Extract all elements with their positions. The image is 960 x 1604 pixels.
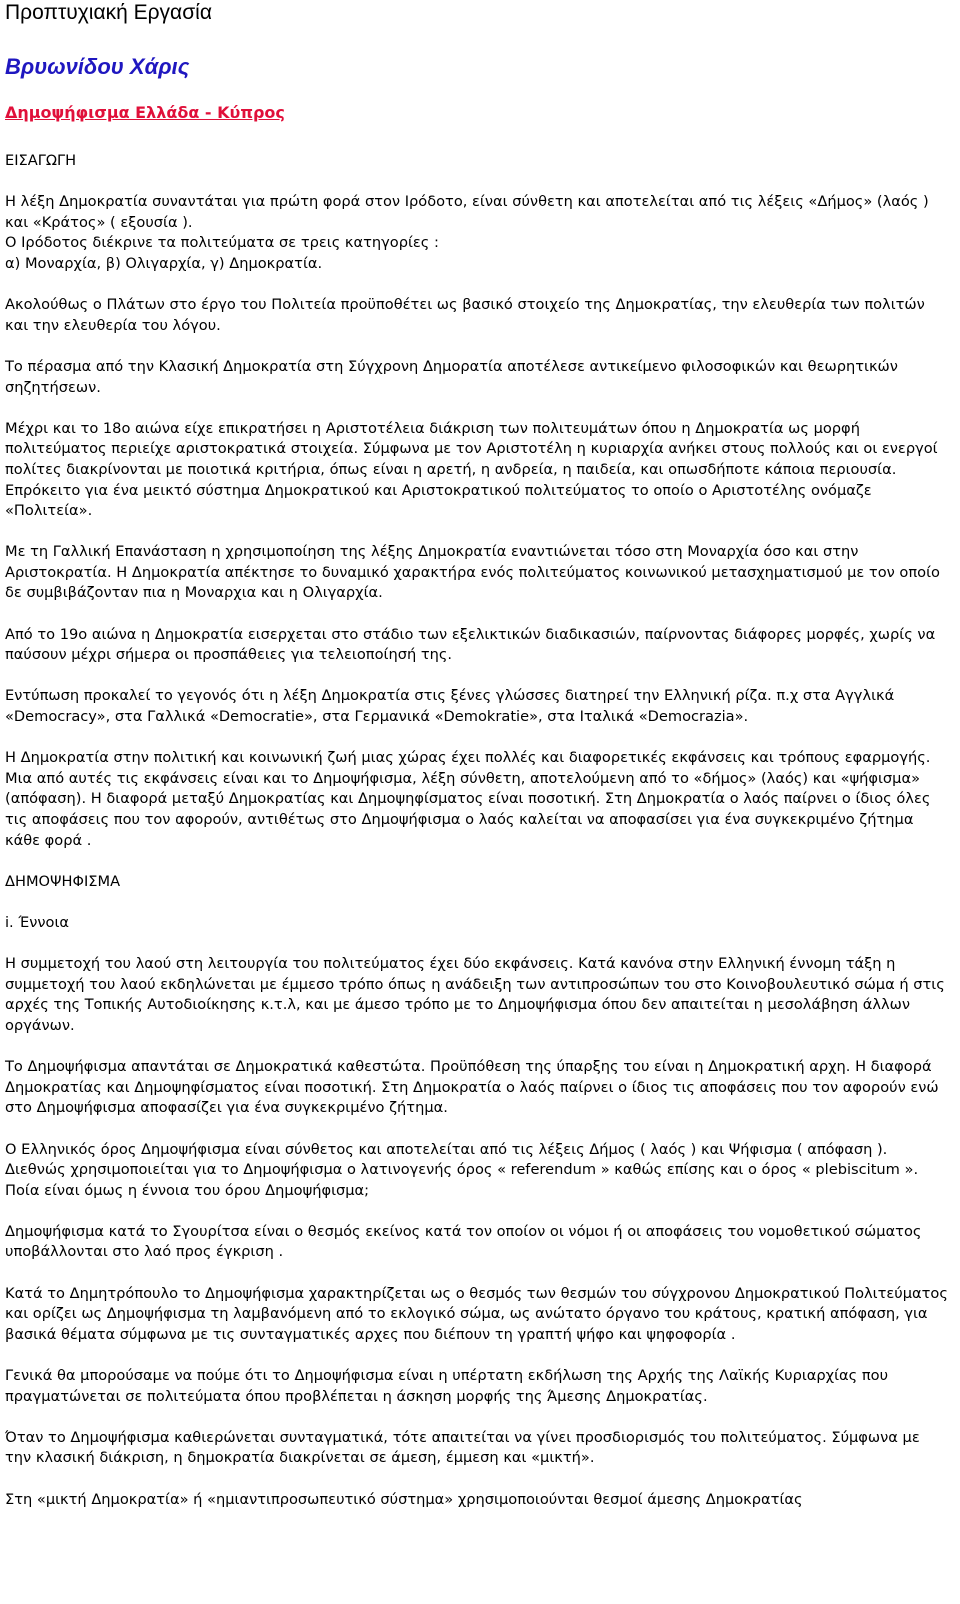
paragraph: Εντύπωση προκαλεί το γεγονός ότι η λέξη Δημοκρατία στις ξένες γλώσσες διατηρεί την Ελληνική ρίζα. π.χ στα Αγγλικά «Democracy», στα Γαλλικά «Democratie», στα Γερμανικά «Demokratie», στα Ιταλικά «Democrazia». xyxy=(5,687,895,726)
paragraph: Κατά το Δημητρόπουλο το Δημοψήφισμα χαρακτηρίζεται ως ο θεσμός των θεσμών του σύγχρονου Δημοκρατικού Πολιτεύματος και ορίζει ως Δημοψήφισμα τη λαμβανόμενη από το εκλογικό σώμα, ως ανώτατο όργανο του κράτους, κρατική απόφαση, για βασικά θέματα σύμφωνα με τις συνταγματικές αρχες που διέπουν τη γραπτή ψήφο και ψηφοφορία . xyxy=(5,1284,948,1343)
subject-link[interactable]: Δημοψήφισμα Ελλάδα - Κύπρος xyxy=(5,103,285,122)
document-title: Προπτυχιακή Εργασία xyxy=(5,1,212,24)
paragraph: Μέχρι και το 18ο αιώνα είχε επικρατήσει η Αριστοτέλεια διάκριση των πολιτευμάτων όπου η Δημοκρατία ως μορφή πολιτεύματος περιείχε αριστοκρατικά στοιχεία. Σύμφωνα με τον Αριστοτέλη η κυριαρχία ανήκει στους πολλούς και οι ενεργοί πολίτες διακρίνονται με ποιοτικά κριτήρια, όπως είναι η αρετή, η ανδρεία, η παιδεία, και οπωσδήποτε κάποια περιουσία. Επρόκειτο για ένα μεικτό σύστημα Δημοκρατικού και Αριστοκρατικού πολιτεύματος το οποίο ο Αριστοτέλης ονόμαζε «Πολιτεία». xyxy=(5,419,938,520)
document-page xyxy=(5,0,950,1531)
paragraph: Το Δημοψήφισμα απαντάται σε Δημοκρατικά καθεστώτα. Προϋπόθεση της ύπαρξης του είναι η Δημοκρατική αρχη. Η διαφορά Δημοκρατίας και Δημοψηφίσματος είναι ποσοτική. Στη Δημοκρατία ο λαός παίρνει ο ίδιος τις αποφάσεις που τον αφορούν ενώ στο Δημοψήφισμα αποφασίζει για ένα συγκεκριμένο ζήτημα. xyxy=(5,1058,939,1117)
paragraph: Με τη Γαλλική Επανάσταση η χρησιμοποίηση της λέξης Δημοκρατία εναντιώνεται τόσο στη Μοναρχία όσο και στην Αριστοκρατία. Η Δημοκρατία απέκτησε το δυναμικό χαρακτήρα ενός πολιτεύματος κοινωνικού μετασχηματισμού με τον οποίο δε συμβιβάζονταν πια η Μοναρχια και η Ολιγαρχία. xyxy=(5,543,940,602)
paragraph: Ακολούθως ο Πλάτων στο έργο του Πολιτεία προϋποθέτει ως βασικό στοιχείο της Δημοκρατίας, την ελευθερία των πολιτών και την ελευθερία του λόγου. xyxy=(5,296,925,334)
paragraph: ΔΗΜΟΨΗΦΙΣΜΑ xyxy=(5,872,121,890)
paragraph: Η Δημοκρατία στην πολιτική και κοινωνική ζωή μιας χώρας έχει πολλές και διαφορετικές εκφάνσεις και τρόπους εφαρμογής. Μια από αυτές τις εκφάνσεις είναι και το Δημοψήφισμα, λέξη σύνθετη, αποτελούμενη από το «δήμος» (λαός) και «ψήφισμα» (απόφαση). Η διαφορά μεταξύ Δημοκρατίας και Δημοψηφίσματος είναι ποσοτική. Στη Δημοκρατία ο λαός παίρνει ο ίδιος όλες τις αποφάσεις που τον αφορούν, αντιθέτως στο Δημοψήφισμα ο λαός καλείται να αποφασίσει για ένα συγκεκριμένο ζήτημα κάθε φορά . xyxy=(5,749,931,849)
document-body xyxy=(5,151,950,1510)
paragraph: Όταν το Δημοψήφισμα καθιερώνεται συνταγματικά, τότε απαιτείται να γίνει προσδιορισμός του πολιτεύματος. Σύμφωνα με την κλασική διάκριση, η δημοκρατία διακρίνεται σε άμεση, έμμεση και «μικτή». xyxy=(5,1428,920,1467)
paragraph: Ο Ελληνικός όρος Δημοψήφισμα είναι σύνθετος και αποτελείται από τις λέξεις Δήμος ( λαός ) και Ψήφισμα ( απόφαση ). Διεθνώς χρησιμοποιείται για το Δημοψήφισμα ο λατινογενής όρος « referendum » καθώς επίσης και ο όρος « plebiscitum ». Ποία είναι όμως η έννοια του όρου Δημοψήφισμα; xyxy=(5,1140,919,1199)
paragraph: Η συμμετοχή του λαού στη λειτουργία του πολιτεύματος έχει δύο εκφάνσεις. Κατά κανόνα στην Ελληνική έννομη τάξη η συμμετοχή του λαού εκδηλώνεται με έμμεσο τρόπο όπως η ανάδειξη των αντιπροσώπων του στο Κοινοβουλευτικό σώμα ή στις αρχές της Τοπικής Αυτοδιοίκησης κ.τ.λ, και με άμεσο τρόπο με το Δημοψήφισμα όπου δεν απαιτείται η μεσολάβηση άλλων οργάνων. xyxy=(5,955,945,1034)
paragraph: Στη «μικτή Δημοκρατία» ή «ημιαντιπροσωπευτικό σύστημα» χρησιμοποιούνται θεσμοί άμεσης Δημοκρατίας xyxy=(5,1490,803,1508)
paragraph: Γενικά θα μπορούσαμε να πούμε ότι το Δημοψήφισμα είναι η υπέρτατη εκδήλωση της Αρχής της Λαϊκής Κυριαρχίας που πραγματώνεται σε πολιτεύματα όπου προβλέπεται η άσκηση μορφής της Άμεσης Δημοκρατίας. xyxy=(5,1367,889,1405)
paragraph: i. Έννοια xyxy=(5,913,70,931)
paragraph: ΕΙΣΑΓΩΓΗ xyxy=(5,152,77,169)
paragraph: Το πέρασμα από την Κλασική Δημοκρατία στη Σύγχρονη Δημορατία αποτέλεσε αντικείμενο φιλοσοφικών και θεωρητικών σηζητήσεων. xyxy=(5,357,898,396)
author-name: Βρυωνίδου Χάρις xyxy=(5,54,190,79)
paragraph: Δημοψήφισμα κατά το Σγουρίτσα είναι ο θεσμός εκείνος κατά τον οποίον οι νόμοι ή οι αποφάσεις του νομοθετικού σώματος υποβάλλονται στο λαό προς έγκριση . xyxy=(5,1222,922,1261)
paragraph: Από το 19ο αιώνα η Δημοκρατία εισερχεται στο στάδιο των εξελικτικών διαδικασιών, παίρνοντας διάφορες μορφές, χωρίς να παύσουν μέχρι σήμερα οι προσπάθειες για τελειοποίησή της. xyxy=(5,625,936,664)
paragraph: Η λέξη Δημοκρατία συναντάται για πρώτη φορά στον Ιρόδοτο, είναι σύνθετη και αποτελείται από τις λέξεις «Δήμος» (λαός ) και «Κράτος» ( εξουσία ). Ο Ιρόδοτος διέκρινε τα πολιτεύματα σε τρεις κατηγορίες : α) Μοναρχία, β) Ολιγαρχία, γ) Δημοκρατία. xyxy=(5,193,929,272)
